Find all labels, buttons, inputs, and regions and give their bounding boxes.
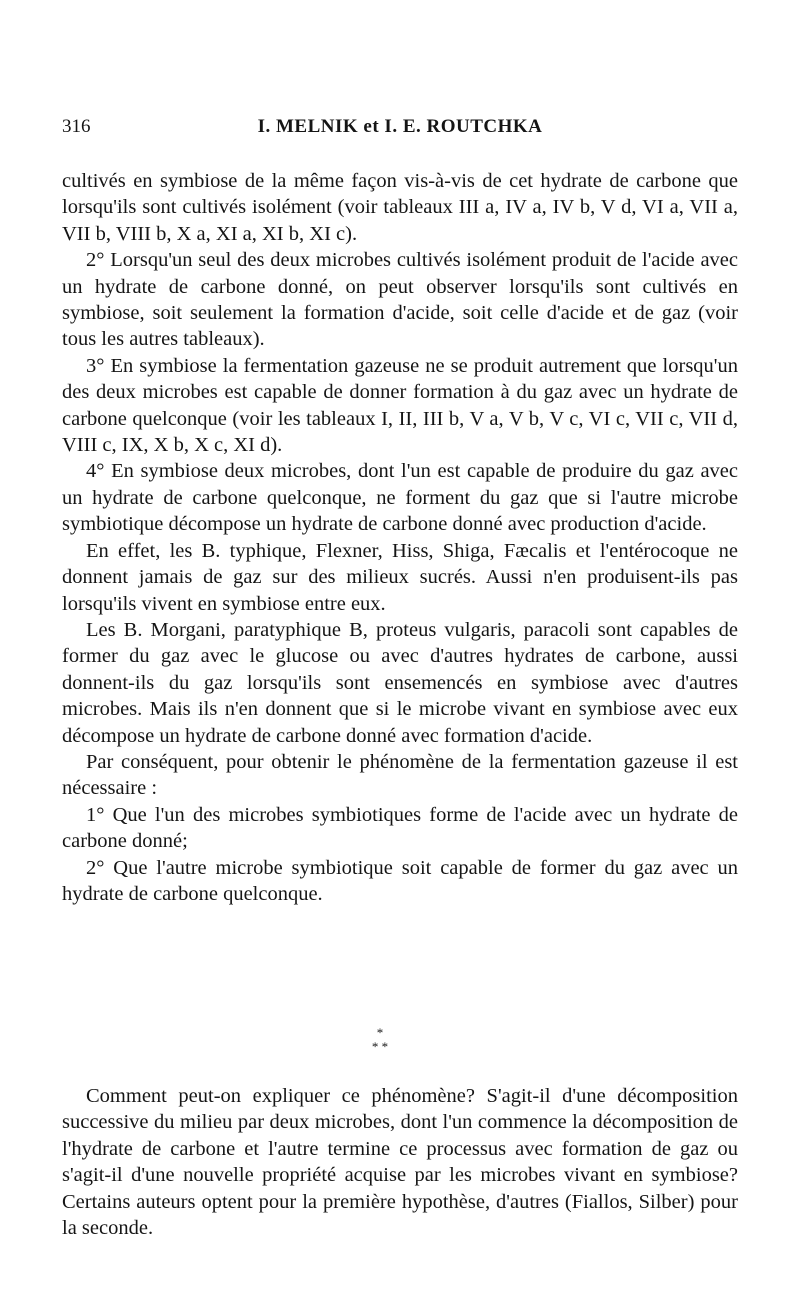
paragraph-closing: Comment peut-on expliquer ce phénomène? S'agit-il d'une décomposition successive du milieu par deux microbes, dont l'un commence la décomposition de l'hydrate de carbone et l'autre termine ce processus avec formation de gaz ou s'agit-il d'une nouvelle propriété acquise par les microbes vivant en symbiose? Certains auteurs optent pour la première hypothèse, d'autres (Fiallos, Silber) pour la seconde. bbox=[62, 1085, 738, 1240]
section-separator bbox=[350, 1026, 410, 1062]
page-header bbox=[62, 116, 738, 142]
paragraph-consequence: Par conséquent, pour obtenir le phénomène de la fermentation gazeuse il est nécessaire : bbox=[62, 750, 738, 800]
paragraph-condition-1: 1° Que l'un des microbes symbiotiques forme de l'acide avec un hydrate de carbone donné; bbox=[62, 803, 738, 853]
running-head: I. MELNIK et I. E. ROUTCHKA bbox=[257, 116, 543, 137]
closing-section bbox=[62, 1083, 738, 1241]
separator-star-top: * bbox=[376, 1025, 384, 1040]
paragraph-point-4: 4° En symbiose deux microbes, dont l'un est capable de produire du gaz avec un hydrate de carbone quelconque, ne forment du gaz que si l'autre microbe symbiotique décompose un hydrate de carbone donné avec production d'acide. bbox=[62, 460, 738, 536]
page-number: 316 bbox=[62, 116, 91, 137]
body-text bbox=[62, 168, 738, 907]
paragraph-continuation: cultivés en symbiose de la même façon vis-à-vis de cet hydrate de carbone que lorsqu'ils sont cultivés isolément (voir tableaux III a, IV a, IV b, V d, VI a, VII a, VII b, VIII b, X a, XI a, XI b, XI c). bbox=[62, 170, 738, 245]
paragraph-morgani: Les B. Morgani, paratyphique B, proteus vulgaris, paracoli sont capables de former du gaz avec le glucose ou avec d'autres hydrates de carbone, aussi donnent-ils du gaz lorsqu'ils sont ensemencés en symbiose avec d'autres microbes. Mais ils n'en donnent que si le microbe vivant en symbiose avec eux décompose un hydrate de carbone donné avec formation d'acide. bbox=[62, 618, 738, 747]
paragraph-point-3: 3° En symbiose la fermentation gazeuse ne se produit autrement que lorsqu'un des deux microbes est capable de donner formation à du gaz avec un hydrate de carbone quelconque (voir les tableaux I, II, III b, V a, V b, V c, VI c, VII c, VII d, VIII c, IX, X b, X c, XI d). bbox=[62, 354, 738, 457]
paragraph-effect: En effet, les B. typhique, Flexner, Hiss, Shiga, Fæcalis et l'entérocoque ne donnent jamais de gaz sur des milieux sucrés. Aussi n'en produisent-ils pas lorsqu'ils vivent en symbiose entre eux. bbox=[62, 539, 738, 615]
paragraph-condition-2: 2° Que l'autre microbe symbiotique soit capable de former du gaz avec un hydrate de carbone quelconque. bbox=[62, 856, 738, 905]
separator-star-bottom: * * bbox=[371, 1039, 389, 1054]
paragraph-point-2: 2° Lorsqu'un seul des deux microbes cultivés isolément produit de l'acide avec un hydrate de carbone donné, on peut observer lorsqu'ils sont cultivés en symbiose, soit seulement la formation d'acide, soit celle d'acide et de gaz (voir tous les autres tableaux). bbox=[62, 249, 738, 351]
